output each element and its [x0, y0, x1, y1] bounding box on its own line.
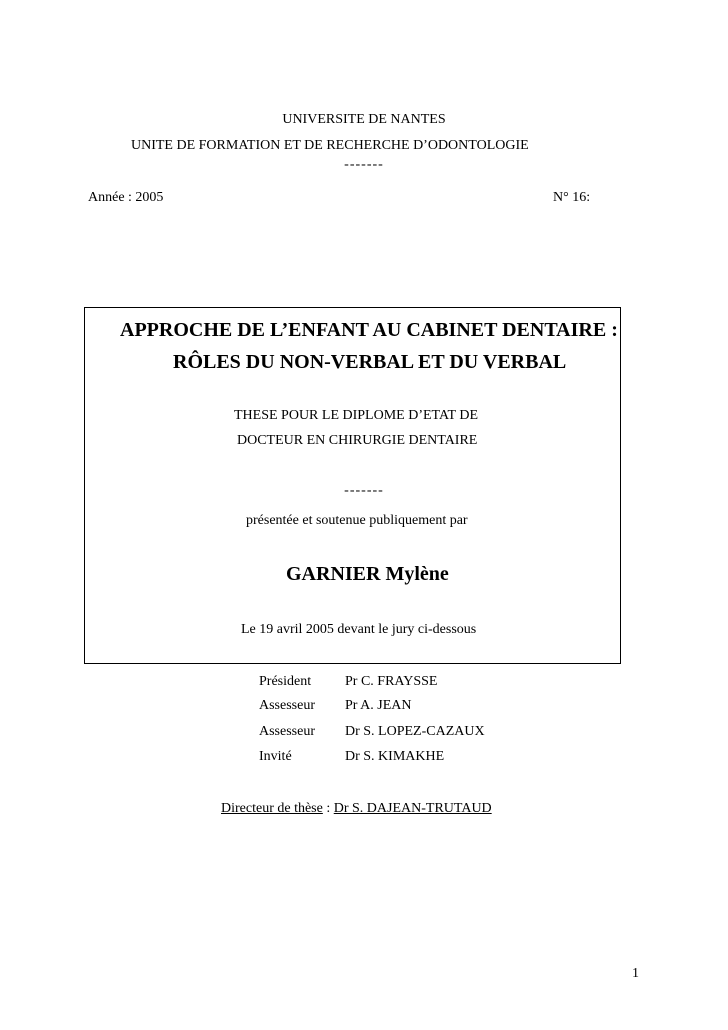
thesis-number: N° 16:	[553, 190, 591, 205]
thesis-title-line2: RÔLES DU NON-VERBAL ET DU VERBAL	[173, 351, 567, 373]
jury-role: Assesseur	[259, 724, 315, 739]
thesis-director	[221, 801, 492, 817]
unit-name: UNITE DE FORMATION ET DE RECHERCHE D’ODONTOLOGIE	[131, 138, 529, 153]
year-label: Année : 2005	[88, 190, 164, 205]
jury-role: Président	[259, 674, 312, 689]
thesis-degree-line2: DOCTEUR EN CHIRURGIE DENTAIRE	[237, 433, 478, 448]
jury-name: Dr S. LOPEZ-CAZAUX	[345, 724, 485, 739]
presented-by: présentée et soutenue publiquement par	[246, 513, 468, 528]
director-label: Directeur de thèse	[221, 801, 323, 816]
thesis-degree-line1: THESE POUR LE DIPLOME D’ETAT DE	[234, 408, 478, 423]
thesis-title-line1: APPROCHE DE L’ENFANT AU CABINET DENTAIRE :	[120, 319, 618, 341]
header-separator: -------	[344, 157, 384, 172]
page-number: 1	[632, 966, 639, 981]
jury-name: Pr A. JEAN	[345, 698, 412, 713]
author-name: GARNIER Mylène	[286, 563, 449, 585]
jury-name: Pr C. FRAYSSE	[345, 674, 438, 689]
title-separator: -------	[344, 483, 384, 498]
jury-name: Dr S. KIMAKHE	[345, 749, 445, 764]
defense-date: Le 19 avril 2005 devant le jury ci-dessous	[241, 622, 477, 637]
jury-role: Invité	[259, 749, 292, 764]
jury-role: Assesseur	[259, 698, 315, 713]
director-separator: :	[322, 801, 334, 816]
university-name: UNIVERSITE DE NANTES	[282, 112, 446, 127]
director-name: Dr S. DAJEAN-TRUTAUD	[333, 801, 492, 816]
